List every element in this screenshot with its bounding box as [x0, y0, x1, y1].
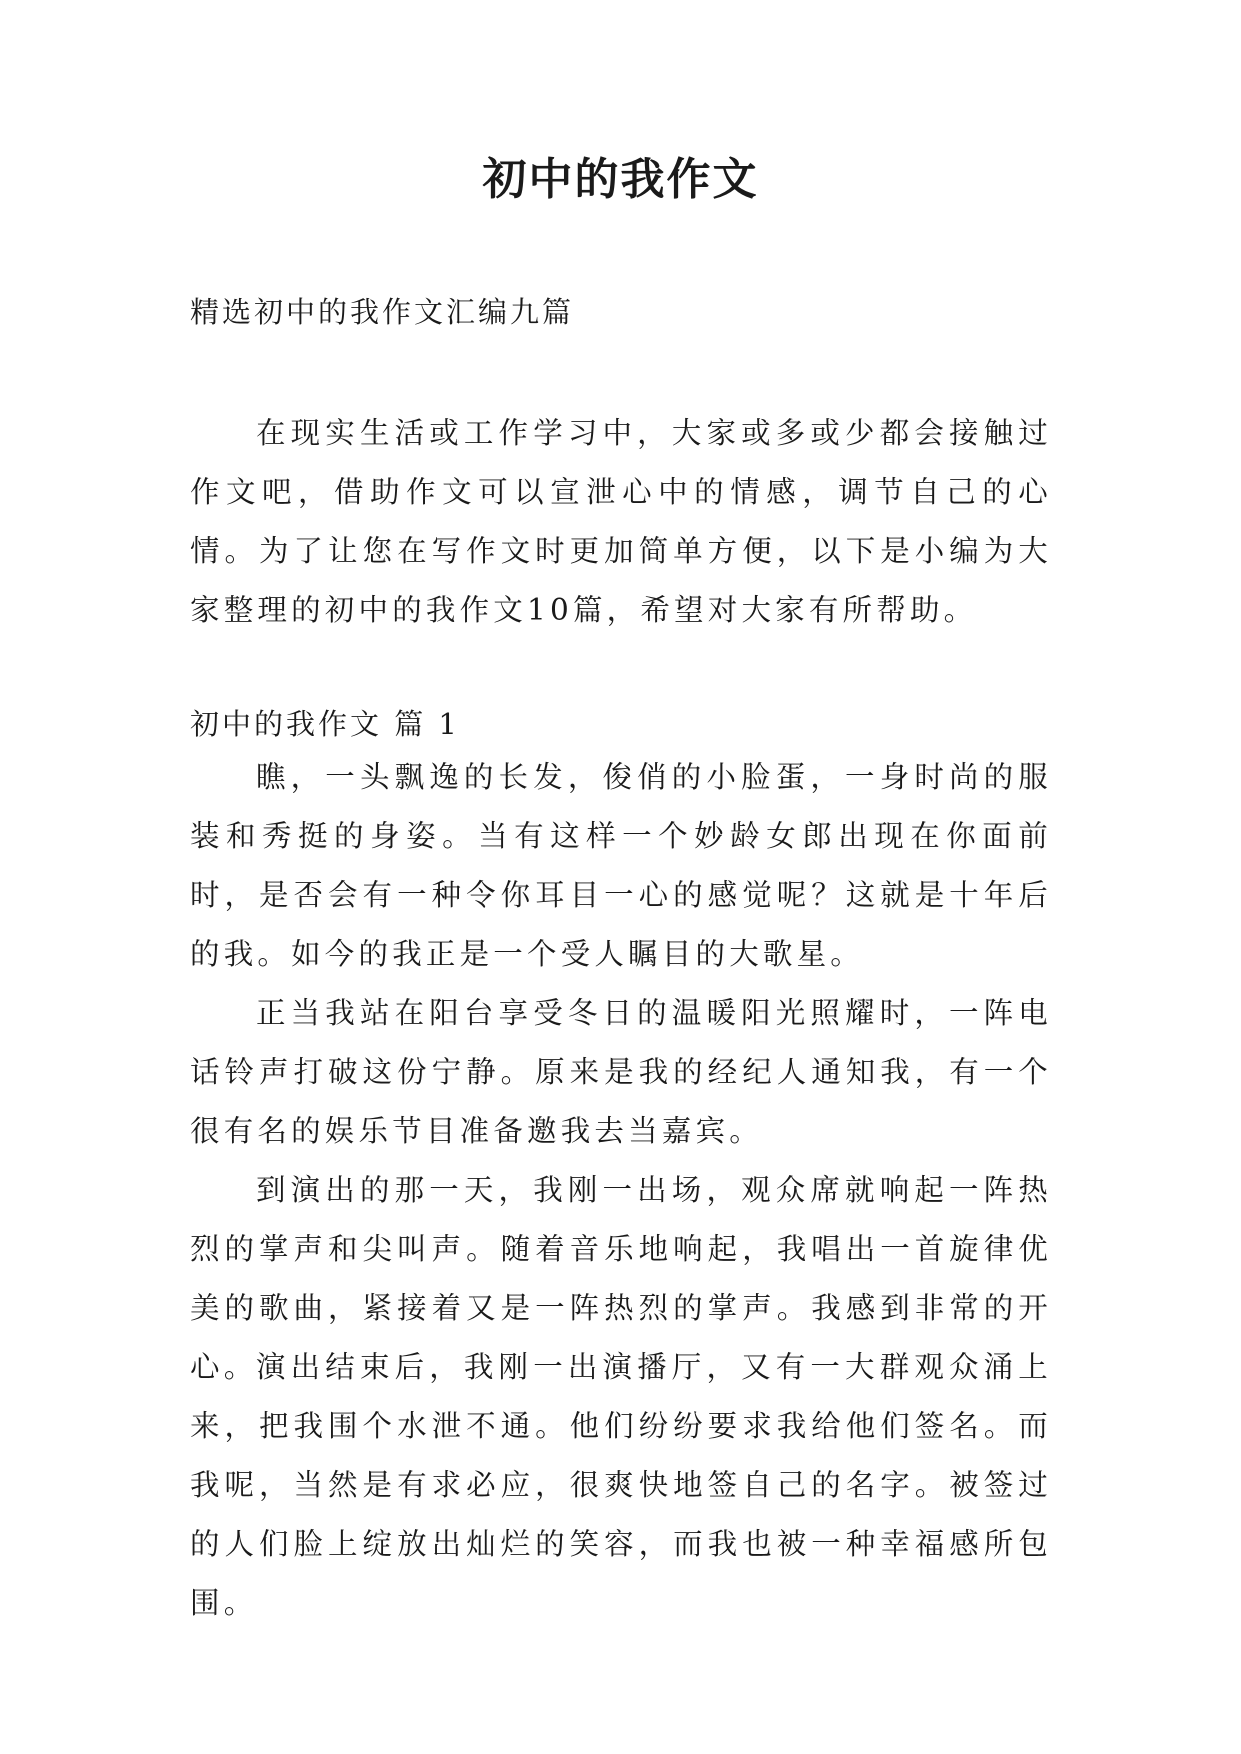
body-paragraph: 到演出的那一天，我刚一出场，观众席就响起一阵热烈的掌声和尖叫声。随着音乐地响起，我唱出一首旋律优美的歌曲，紧接着又是一阵热烈的掌声。我感到非常的开心。	[190, 1173, 1052, 1384]
intro-paragraph: 在现实生活或工作学习中，大家或多或少都会接触过作文吧，借助作文可以宣泄心中的情感，调节自己的心情。为了让您在写作文时更加简单方便，以下是小编为大家整理的初中的我作文10篇，希望对大家有所帮助。	[190, 416, 1052, 627]
body-paragraph: 瞧，一头飘逸的长发，俊俏的小脸蛋，一身时尚的服装和秀挺的身姿。当有这样一个妙龄女郎出现在你面前时，是否会有一种令你耳目一心的感觉呢？这就是十年后的我。如今的我正是一个受人瞩目的大歌星。	[190, 760, 1052, 971]
section-heading: 初中的我作文 篇 1	[190, 707, 460, 741]
document-title: 初中的我作文	[482, 154, 759, 205]
document-subtitle: 精选初中的我作文汇编九篇	[190, 295, 575, 329]
body-paragraph: 正当我站在阳台享受冬日的温暖阳光照耀时，一阵电话铃声打破这份宁静。原来是我的经纪人通知我，有一个很有名的娱乐节目准备邀我去当嘉宾。	[190, 996, 1052, 1148]
body-paragraph: 演出结束后，我刚一出演播厅，又有一大群观众涌上来，把我围个水泄不通。他们纷纷要求我给他们签名。而我呢，当然是有求必应，很爽快地签自己的名字。被签过的人们脸上绽放出灿烂的笑容，而我也被一种幸福感所包围。	[190, 1350, 1052, 1620]
